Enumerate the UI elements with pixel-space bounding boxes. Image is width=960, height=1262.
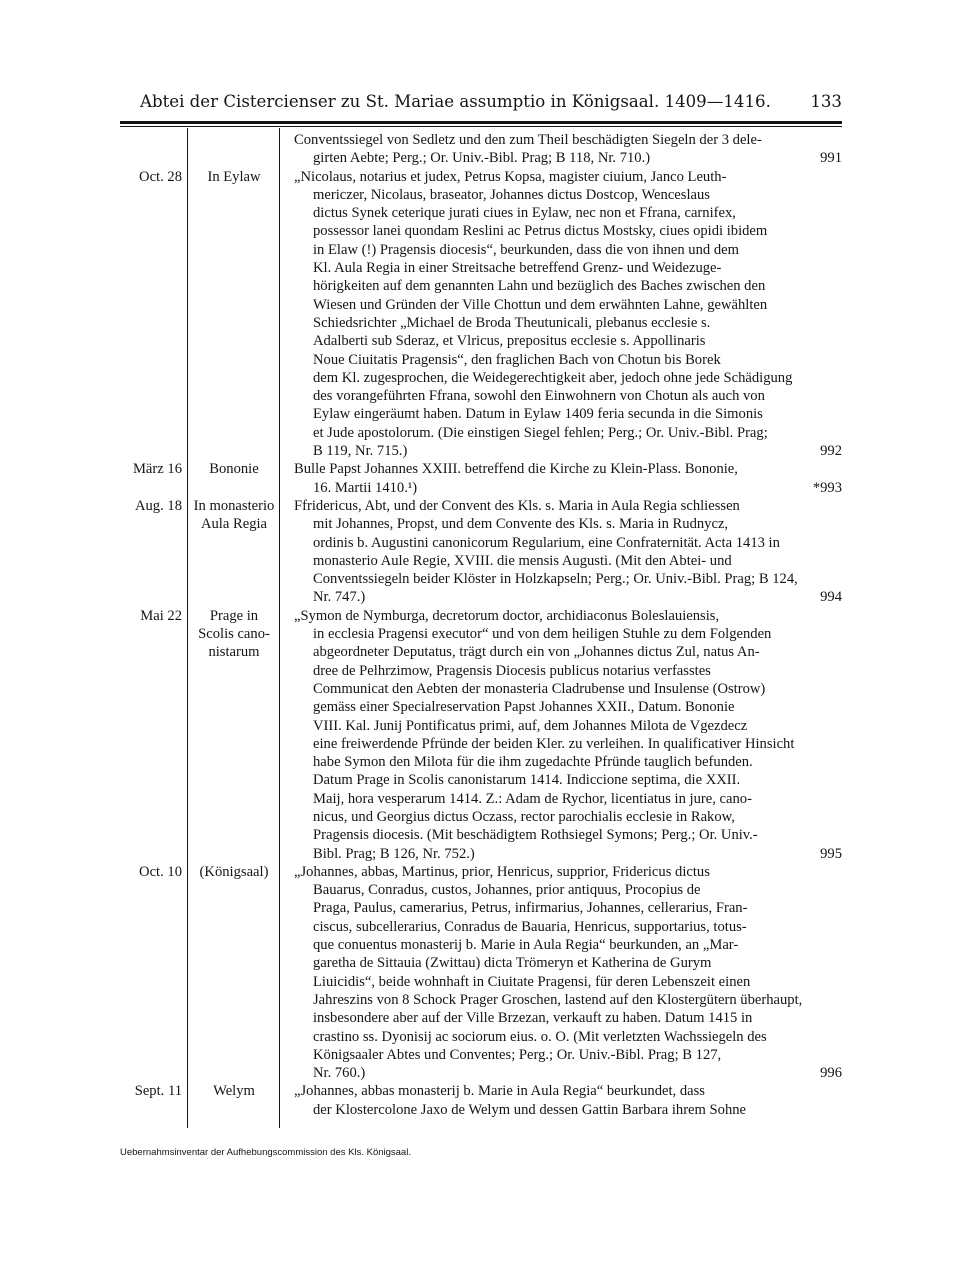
entry-text-line: 16. Martii 1410.¹) (313, 479, 418, 496)
entry-date: Oct. 28 (139, 168, 182, 185)
entry-number: 995 (820, 845, 842, 862)
entry-text-line: „Johannes, abbas monasterij b. Marie in Aula Regia“ beurkundet, dass (294, 1083, 705, 1100)
entry-text-line: Communicat den Aebten der monasteria Cladrubense und Insulense (Ostrow) (313, 680, 766, 697)
entry-text-line: monasterio Aule Regie, XVIII. die mensis Augusti. (Mit den Abtei- und (313, 552, 732, 569)
entry-text-line: des vorangeführten Ffrana, sowohl den Einwohnern von Chotun als auch von (313, 388, 765, 405)
entry-place-line: nistarum (208, 644, 260, 661)
entry-place (187, 863, 281, 1083)
entry-text-line: que conuentus monasterij b. Marie in Aula Regia“ beurkunden, an „Mar- (313, 937, 739, 954)
entry-date: März 16 (132, 461, 182, 478)
regesta-entries (120, 131, 842, 1119)
entry-text-line: „Nicolaus, notarius et judex, Petrus Kopsa, magister ciuium, Janco Leuth- (294, 168, 727, 185)
entry-place-line: Scolis cano- (198, 626, 270, 643)
entry-text-line: Bauarus, Conradus, custos, Johannes, prior antiquus, Procopius de (313, 882, 701, 899)
entry-text-line: Kl. Aula Regia in einer Streitsache betreffend Grenz- und Weidezuge- (313, 260, 722, 277)
entry-place (187, 131, 281, 168)
entry-row (120, 607, 842, 863)
entry-text-line: dem Kl. zugesprochen, die Weidegerechtigkeit aber, jedoch ohne jede Schädigung (313, 369, 793, 386)
entry-text-line: in ecclesia Pragensi executor“ und von dem heiligen Stuhle zu dem Folgenden (313, 626, 772, 643)
entry-place (187, 607, 281, 863)
entry-text-line: gemäss einer Specialreservation Papst Johannes XXII., Datum. Bononie (313, 699, 735, 716)
header-rule-thick (120, 121, 842, 124)
entry-text-line: garetha de Sittauia (Zwittau) dicta Trömeryn et Katherina de Gurym (313, 955, 712, 972)
entry-row (120, 460, 842, 497)
entry-text-line: Ffridericus, Abt, und der Convent des Kls. s. Maria in Aula Regia schliessen (294, 497, 740, 514)
entry-row (120, 497, 842, 607)
entry-text-line: et Jude apostolorum. (Die einstigen Siegel fehlen; Perg.; Or. Univ.-Bibl. Prag; (313, 424, 768, 441)
entry-text (294, 863, 842, 1083)
entry-text-line: Königsaaler Abtes und Conventes; Perg.; Or. Univ.-Bibl. Prag; B 127, (313, 1046, 722, 1063)
entry-text-line: insbesondere aber auf der Ville Brzezan, verkauft zu haben. Datum 1415 in (313, 1010, 753, 1027)
entry-text-line: Adalberti sub Sderaz, et Vlricus, prepositus ecclesie s. Appollinaris (313, 333, 706, 350)
entry-place (187, 1082, 281, 1119)
entry-text-line: habe Symon den Milota für die ihm zugedachte Pfründe tauglich befunden. (313, 754, 753, 771)
entry-text-line: mericzer, Nicolaus, braseator, Johannes dictus Dostcop, Wenceslaus (313, 186, 710, 203)
entry-text (294, 607, 842, 863)
entry-row (120, 168, 842, 461)
entry-text-line: B 119, Nr. 715.) (313, 443, 408, 460)
entry-text-line: ciscus, subcellerarius, Conradus de Bauaria, Henricus, supportarius, totus- (313, 918, 747, 935)
entry-text-line: Pragensis diocesis. (Mit beschädigtem Rothsiegel Symons; Perg.; Or. Univ.- (313, 827, 758, 844)
entry-date: Oct. 10 (139, 863, 182, 880)
running-header (120, 92, 842, 118)
entry-number: 991 (820, 150, 842, 167)
entry-place-line: (Königsaal) (199, 863, 269, 880)
entry-number: 994 (820, 589, 842, 606)
entry-text (294, 1082, 842, 1119)
entry-text-line: hörigkeiten auf dem genannten Lahn und bezüglich des Baches zwischen den (313, 278, 766, 295)
entry-text-line: „Johannes, abbas, Martinus, prior, Henricus, supprior, Fridericus dictus (294, 863, 710, 880)
entry-text-line: dictus Synek ceterique jurati ciues in Eylaw, nec non et Ffrana, carnifex, (313, 205, 736, 222)
entry-text (294, 131, 842, 168)
entry-text-line: VIII. Kal. Junij Pontificatus primi, auf, dem Johannes Milota de Vgezdecz (313, 717, 748, 734)
entry-text-line: eine freiwerdende Pfründe der beiden Kler. zu verleihen. In qualificativer Hinsicht (313, 735, 795, 752)
entry-place-line: Welym (213, 1083, 255, 1100)
entry-text-line: Nr. 747.) (313, 589, 366, 606)
entry-text-line: in Elaw (!) Pragensis diocesis“, beurkunden, dass die von ihnen und dem (313, 241, 739, 258)
entry-date: Aug. 18 (134, 497, 182, 514)
entry-text-line: dree de Pelhrzimow, Pragensis Diocesis publicus notarius verfasstes (313, 662, 711, 679)
entry-text-line: nicus, und Georgius dictus Oczass, rector parochialis ecclesie in Rakow, (313, 808, 735, 825)
entry-text (294, 168, 842, 461)
entry-text-line: mit Johannes, Propst, und dem Convente des Kls. s. Maria in Rudnycz, (313, 516, 729, 533)
entry-text-line: Liuicidis“, beide wohnhaft in Ciuitate Pragensi, für deren Lebenszeit einen (313, 973, 751, 990)
entry-text-line: Noue Ciuitatis Pragensis“, den fraglichen Bach von Chotun bis Borek (313, 351, 721, 368)
entry-text-line: Datum Prage in Scolis canonistarum 1414. Indiccione septima, die XXII. (313, 772, 741, 789)
entry-place (187, 168, 281, 461)
entry-number: 996 (820, 1065, 842, 1082)
entry-place-line: Bononie (209, 461, 259, 478)
entry-place-line: In Eylaw (207, 168, 261, 185)
entry-date (120, 131, 187, 168)
entry-text-line: Maij, hora vesperarum 1414. Z.: Adam de Rychor, licentiatus in jure, cano- (313, 790, 752, 807)
entry-text-line: Conventssiegel von Sedletz und den zum Theil beschädigten Siegeln der 3 dele- (294, 132, 762, 148)
entry-place (187, 497, 281, 607)
entry-text-line: Schiedsrichter „Michael de Broda Theutunicali, plebanus ecclesie s. (313, 314, 711, 331)
entry-text-line: crastino ss. Dyonisij ac sociorum eius. o. O. (Mit verletzten Wachssiegeln des (313, 1028, 767, 1045)
entry-text (294, 497, 842, 607)
entry-text-line: Wiesen und Gründen der Ville Chottun und dem erwähnten Lahne, gewählten (313, 296, 768, 313)
entry-text (294, 460, 842, 497)
entry-text-line: abgeordneter Deputatus, trägt durch ein von „Johannes dictus Zul, natus An- (313, 644, 760, 661)
footnote: Uebernahmsinventar der Aufhebungscommission des Kls. Königsaal. (120, 1147, 411, 1158)
entry-text-line: Conventssiegeln beider Klöster in Holzkapseln; Perg.; Or. Univ.-Bibl. Prag; B 124, (313, 571, 798, 588)
entry-text-line: Bibl. Prag; B 126, Nr. 752.) (313, 845, 475, 862)
entry-text-line: Bulle Papst Johannes XXIII. betreffend die Kirche zu Klein-Plass. Bononie, (294, 461, 738, 478)
entry-place-line: Prage in (209, 607, 259, 624)
header-rule-thin (120, 126, 842, 127)
entry-number: 992 (820, 443, 842, 460)
entry-text-line: Eylaw eingeräumt haben. Datum in Eylaw 1409 feria secunda in die Simonis (313, 406, 763, 423)
entry-date: Sept. 11 (134, 1083, 182, 1100)
entry-row (120, 1082, 842, 1119)
entry-text-line: ordinis b. Augustini canonicorum Regularium, eine Confraternität. Acta 1413 in (313, 534, 780, 551)
entry-date: Mai 22 (140, 607, 182, 624)
entry-text-line: possessor lanei quondam Reslini ac Petrus dictus Mostsky, ciues opidi ibidem (313, 223, 768, 240)
entry-text-line: Nr. 760.) (313, 1065, 366, 1082)
entry-text-line: girten Aebte; Perg.; Or. Univ.-Bibl. Prag; B 118, Nr. 710.) (313, 150, 651, 167)
entry-text-line: der Klostercolone Jaxo de Welym und dessen Gattin Barbara ihrem Sohne (313, 1101, 747, 1118)
entry-place-line: Aula Regia (200, 516, 268, 533)
entry-text-line: Praga, Paulus, camerarius, Petrus, infirmarius, Johannes, cellerarius, Fran- (313, 900, 748, 917)
header-title: Abtei der Cistercienser zu St. Mariae assumptio in Königsaal. 1409—1416. (140, 92, 771, 111)
page-number: 133 (810, 92, 842, 111)
entry-place-line: In monasterio (193, 497, 275, 514)
entry-text-line: „Symon de Nymburga, decretorum doctor, archidiaconus Boleslauiensis, (294, 607, 720, 624)
entry-number: *993 (812, 479, 842, 496)
entry-row (120, 863, 842, 1083)
entry-place (187, 460, 281, 497)
entry-row (120, 131, 842, 168)
entry-text-line: Jahreszins von 8 Schock Prager Groschen, lastend auf den Klostergütern überhaupt, (313, 991, 803, 1008)
